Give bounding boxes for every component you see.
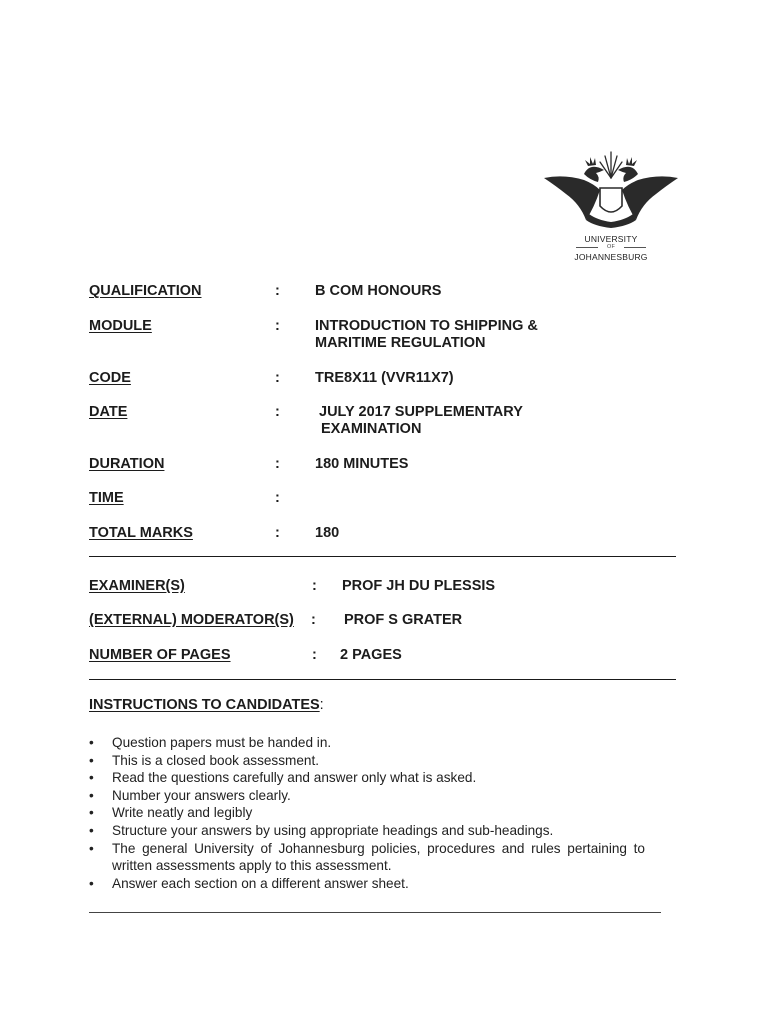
field-colon: : bbox=[275, 404, 280, 420]
list-item: • Question papers must be handed in. bbox=[89, 734, 645, 752]
staff-colon: : bbox=[312, 578, 317, 594]
staff-label: NUMBER OF PAGES bbox=[89, 647, 231, 663]
staff-label: (EXTERNAL) MODERATOR(S) bbox=[89, 612, 294, 628]
list-item: • Answer each section on a different answer sheet. bbox=[89, 875, 645, 893]
field-label: DATE bbox=[89, 404, 128, 420]
list-item: • Number your answers clearly. bbox=[89, 787, 645, 805]
logo-of-text: OF bbox=[606, 244, 616, 250]
staff-colon: : bbox=[312, 647, 317, 663]
field-colon: : bbox=[275, 525, 280, 541]
field-colon: : bbox=[275, 490, 280, 506]
field-colon: : bbox=[275, 318, 280, 334]
list-item: • Write neatly and legibly bbox=[89, 804, 645, 822]
list-item: • This is a closed book assessment. bbox=[89, 752, 645, 770]
list-item: • Structure your answers by using appropriate headings and sub-headings. bbox=[89, 822, 645, 840]
university-crest-icon bbox=[538, 148, 684, 234]
field-label: TIME bbox=[89, 490, 124, 506]
divider bbox=[89, 556, 676, 557]
university-logo bbox=[538, 148, 684, 266]
list-item: • The general University of Johannesburg policies, procedures and rules pertaining to written assessments apply to this assessment. bbox=[89, 840, 645, 875]
field-label: TOTAL MARKS bbox=[89, 525, 193, 541]
logo-rule-right bbox=[624, 247, 646, 248]
instructions-heading-colon: : bbox=[319, 697, 324, 713]
field-label: QUALIFICATION bbox=[89, 283, 202, 299]
staff-label: EXAMINER(S) bbox=[89, 578, 185, 594]
instructions-list bbox=[89, 734, 645, 892]
instructions-heading-text: INSTRUCTIONS TO CANDIDATES bbox=[89, 697, 320, 713]
field-value-line2: EXAMINATION bbox=[321, 421, 422, 437]
field-colon: : bbox=[275, 283, 280, 299]
field-value: INTRODUCTION TO SHIPPING & bbox=[315, 318, 538, 334]
list-item: • Read the questions carefully and answer only what is asked. bbox=[89, 769, 645, 787]
field-colon: : bbox=[275, 370, 280, 386]
instructions-heading bbox=[89, 697, 324, 713]
field-value: JULY 2017 SUPPLEMENTARY bbox=[319, 404, 523, 420]
field-label: DURATION bbox=[89, 456, 165, 472]
logo-university-text: UNIVERSITY bbox=[584, 234, 638, 244]
field-value: TRE8X11 (VVR11X7) bbox=[315, 370, 454, 386]
field-colon: : bbox=[275, 456, 280, 472]
staff-value: PROF JH DU PLESSIS bbox=[342, 578, 496, 594]
field-label: MODULE bbox=[89, 318, 152, 334]
field-value: 180 MINUTES bbox=[315, 456, 409, 472]
logo-johannesburg-text: JOHANNESBURG bbox=[574, 252, 648, 262]
field-value: B COM HONOURS bbox=[315, 283, 442, 299]
staff-colon: : bbox=[311, 612, 316, 628]
divider bbox=[89, 912, 661, 913]
staff-value: 2 PAGES bbox=[340, 647, 402, 663]
divider bbox=[89, 679, 676, 680]
field-value: 180 bbox=[315, 525, 340, 541]
field-value-line2: MARITIME REGULATION bbox=[315, 335, 486, 351]
field-label: CODE bbox=[89, 370, 131, 386]
staff-value: PROF S GRATER bbox=[344, 612, 463, 628]
